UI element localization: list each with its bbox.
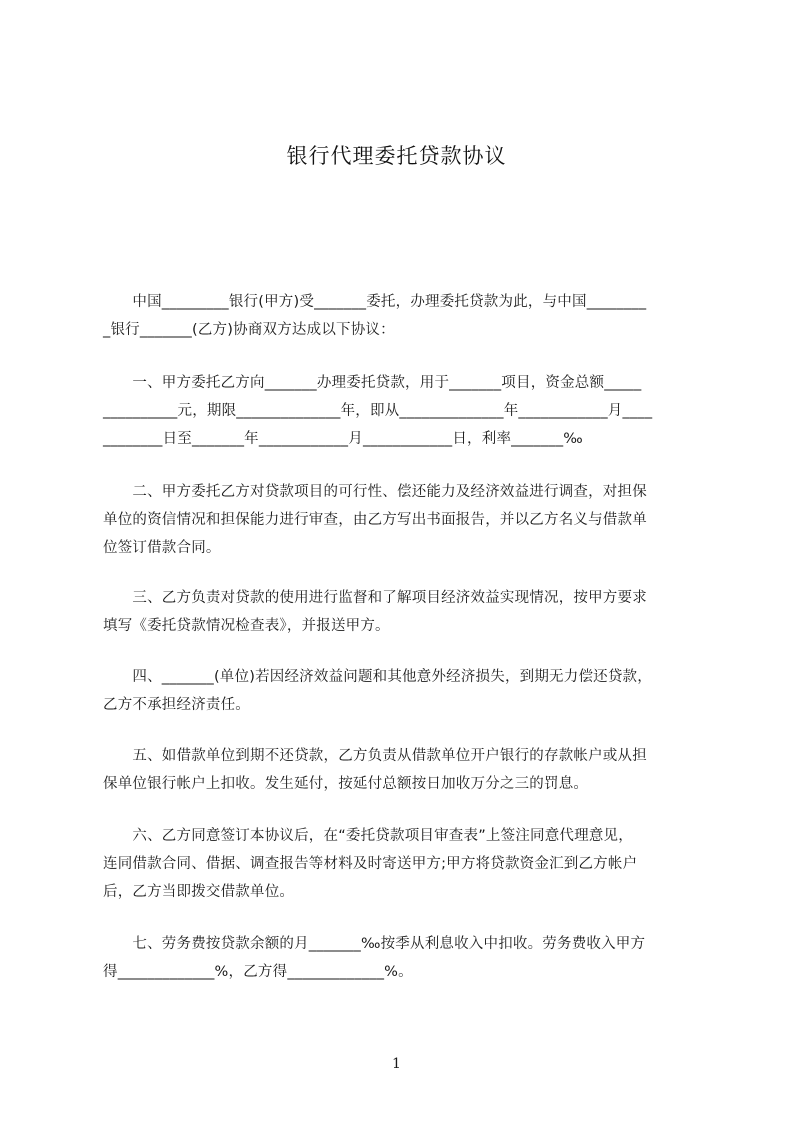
paragraph-line: 中国_________银行(甲方)受_______委托，办理委托贷款为此，与中国________ [103,294,647,310]
clause-3-line: 填写《委托贷款情况检查表》，并报送甲方。 [103,618,390,634]
clause-3-line: 三、乙方负责对贷款的使用进行监督和了解项目经济效益实现情况，按甲方要求 [103,590,647,606]
clause-6-line: 连同借款合同、借据、调查报告等材料及时寄送甲方;甲方将贷款资金汇到乙方帐户 [103,856,638,872]
clause-2-line: 二、甲方委托乙方对贷款项目的可行性、偿还能力及经济效益进行调查，对担保 [103,484,647,500]
clause-6-line: 后，乙方当即拨交借款单位。 [103,884,295,900]
clause-1-line: 一、甲方委托乙方向_______办理委托贷款，用于_______项目，资金总额_____ [103,375,642,391]
clause-4-line: 四、_______(单位)若因经济效益问题和其他意外经济损失，到期无力偿还贷款， [103,669,652,685]
clause-5-line: 五、如借款单位到期不还贷款，乙方负责从借款单位开户银行的存款帐户或从担 [103,748,647,764]
clause-1-line: __________元，期限______________年，即从______________年____________月____ [103,403,653,419]
clause-5-line: 保单位银行帐户上扣收。发生延付，按延付总额按日加收万分之三的罚息。 [103,776,589,792]
clause-2-line: 位签订借款合同。 [103,540,221,556]
document-title: 银行代理委托贷款协议 [286,144,507,168]
paragraph-line: _银行_______(乙方)协商双方达成以下协议： [103,322,395,338]
page-number: 1 [392,1056,401,1072]
clause-1-line: ________日至_______年____________月____________日，利率_______‰ [103,431,583,447]
clause-6-line: 六、乙方同意签订本协议后，在“委托贷款项目审查表”上签注同意代理意见， [103,828,633,844]
clause-4-line: 乙方不承担经济责任。 [103,697,250,713]
clause-7-line: 七、劳务费按贷款余额的月_______‰按季从利息收入中扣收。劳务费收入甲方 [103,936,646,952]
clause-7-line: 得_____________%，乙方得_____________%。 [103,964,413,980]
clause-2-line: 单位的资信情况和担保能力进行审查，由乙方写出书面报告，并以乙方名义与借款单 [103,512,647,528]
